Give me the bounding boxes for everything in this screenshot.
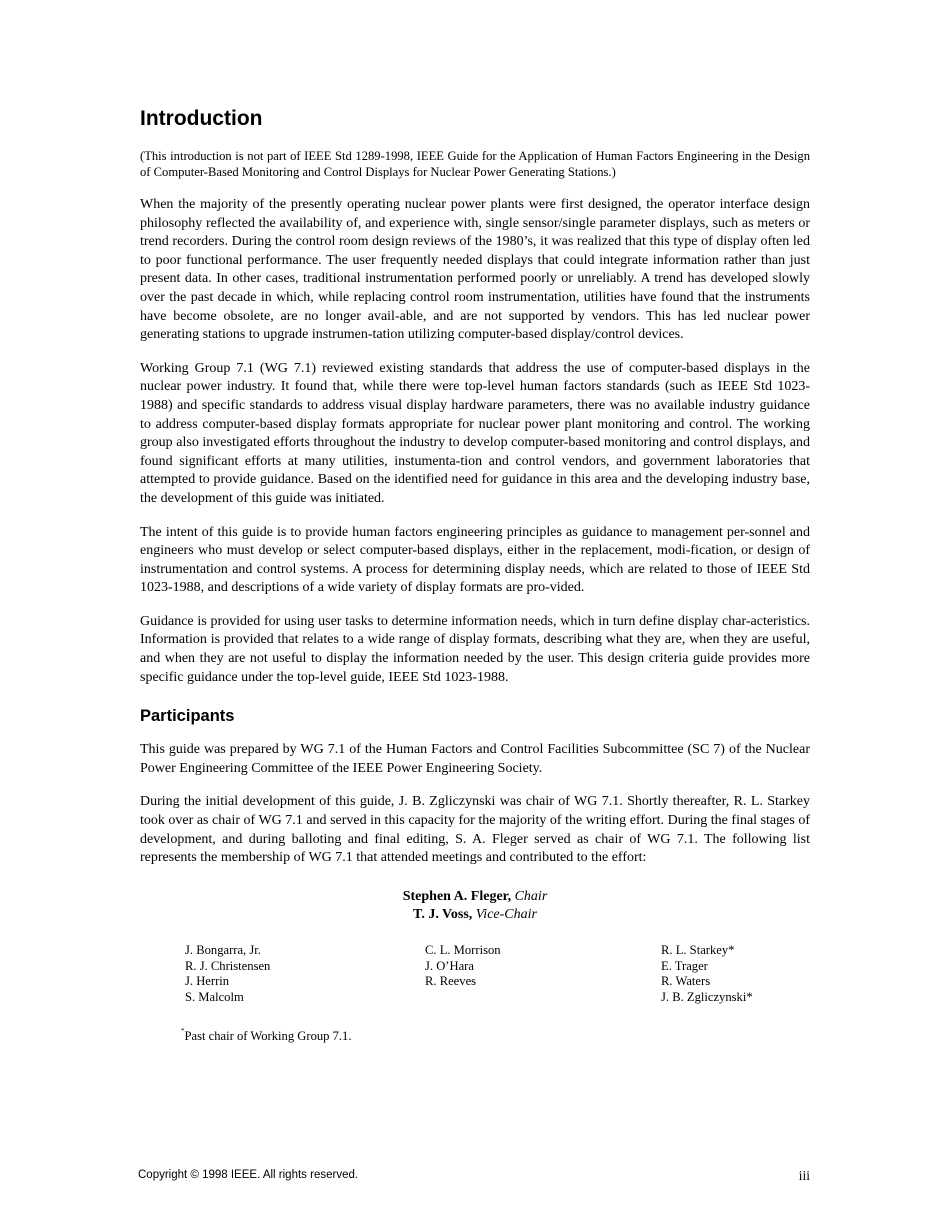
footnote [181,1029,810,1044]
chair-role: Chair [514,888,548,904]
member-name: S. Malcolm [185,989,244,1004]
vice-chair-line [140,906,810,925]
page-title: Introduction [140,107,263,130]
member-name: R. Reeves [425,974,477,989]
vice-chair-role: Vice-Chair [475,907,537,923]
members-list [140,943,810,1007]
officers-block [140,888,810,925]
member-name: J. B. Zgliczynski* [661,989,753,1004]
page-footer [138,1169,810,1189]
members-column-1 [185,943,270,1005]
intro-paragraph: Guidance is provided for using user tasks to determine information needs, which in turn define display char-acteristics. Information is provided that relates to a wide range of display formats, describing what they are, when they are useful, and when they are not useful to display the information needed by the user. This design criteria guide provides more specific guidance under the top-level guide, IEEE Std 1023-1988. [140,613,810,685]
chair-name: Stephen A. Fleger, [402,888,512,904]
member-name: C. L. Morrison [425,943,501,957]
intro-paragraph: When the majority of the presently operating nuclear power plants were first designed, the operator interface design philosophy reflected the availability of, and experience with, single sensor/single parameter displays, such as meters or trend recorders. During the control room design reviews of the 1980’s, it was realized that this type of display often led to poor functional performance. The user frequently needed displays that could integrate information rather than just present data. In other cases, traditional instrumentation performed poorly or unreliably. A trend has developed slowly over the past decade in which, while replacing control room instrumentation, utilities have found that the instruments have become obsolete, are no longer avail-able, and are not supported by vendors. This has led nuclear power generating stations to upgrade instrumen-tation utilizing computer-based display/control devices. [140,197,810,343]
copyright-notice: Copyright © 1998 IEEE. All rights reserved. [138,1169,359,1181]
chair-line [140,888,810,907]
participants-paragraph: During the initial development of this guide, J. B. Zgliczynski was chair of WG 7.1. Shortly thereafter, R. L. Starkey took over as chair of WG 7.1 and served in this capacity for the majority of the writing effort. During the final stages of development, and during balloting and final editing, S. A. Fleger served as chair of WG 7.1. The following list represents the membership of WG 7.1 that attended meetings and contributed to the effort: [140,794,810,866]
member-name: E. Trager [661,958,708,973]
footnote-text: Past chair of Working Group 7.1. [184,1029,352,1043]
page-content [140,106,810,1044]
member-name: R. Waters [661,974,711,989]
members-column-3 [661,943,753,1005]
page-number: iii [798,1168,810,1183]
participants-paragraph: This guide was prepared by WG 7.1 of the Human Factors and Control Facilities Subcommittee (SC 7) of the Nuclear Power Engineering Committee of the IEEE Power Engineering Society. [140,742,810,776]
vice-chair-name: T. J. Voss, [413,907,473,923]
participants-heading: Participants [140,707,235,726]
members-column-2 [425,943,501,990]
intro-paragraph: Working Group 7.1 (WG 7.1) reviewed existing standards that address the use of computer-based displays in the nuclear power industry. It found that, while there were top-level human factors standards (such as IEEE Std 1023-1988) and specific standards to address visual display hardware parameters, there was no available industry guidance to address computer-based display formats appropriate for nuclear power plant monitoring and control. The working group also investigated efforts throughout the industry to develop computer-based monitoring and control displays, and found significant efforts at many utilities, instumenta-tion and control vendors, and government laboratories that attempted to provide guidance. Based on the identified need for guidance in this area and the developing industry base, the development of this guide was initiated. [140,360,810,506]
intro-paragraph: The intent of this guide is to provide human factors engineering principles as guidance to management per-sonnel and engineers who must develop or select computer-based displays, either in the replacement, modi-fication, or design of instrumentation and control systems. A process for determining display needs, which are related to those of IEEE Std 1023-1988, and descriptions of a wide variety of display formats are pro-vided. [140,524,810,596]
member-name: J. Herrin [185,974,230,989]
member-name: J. O’Hara [425,958,474,973]
member-name: J. Bongarra, Jr. [185,943,261,957]
member-name: R. J. Christensen [185,958,271,973]
introduction-note: (This introduction is not part of IEEE Std 1289-1998, IEEE Guide for the Application of Human Factors Engineering in the Design of Computer-Based Monitoring and Control Displays for Nuclear Power Generating Stations.) [140,149,810,179]
footnote-mark: * [181,1027,185,1035]
member-name: R. L. Starkey* [661,943,735,957]
